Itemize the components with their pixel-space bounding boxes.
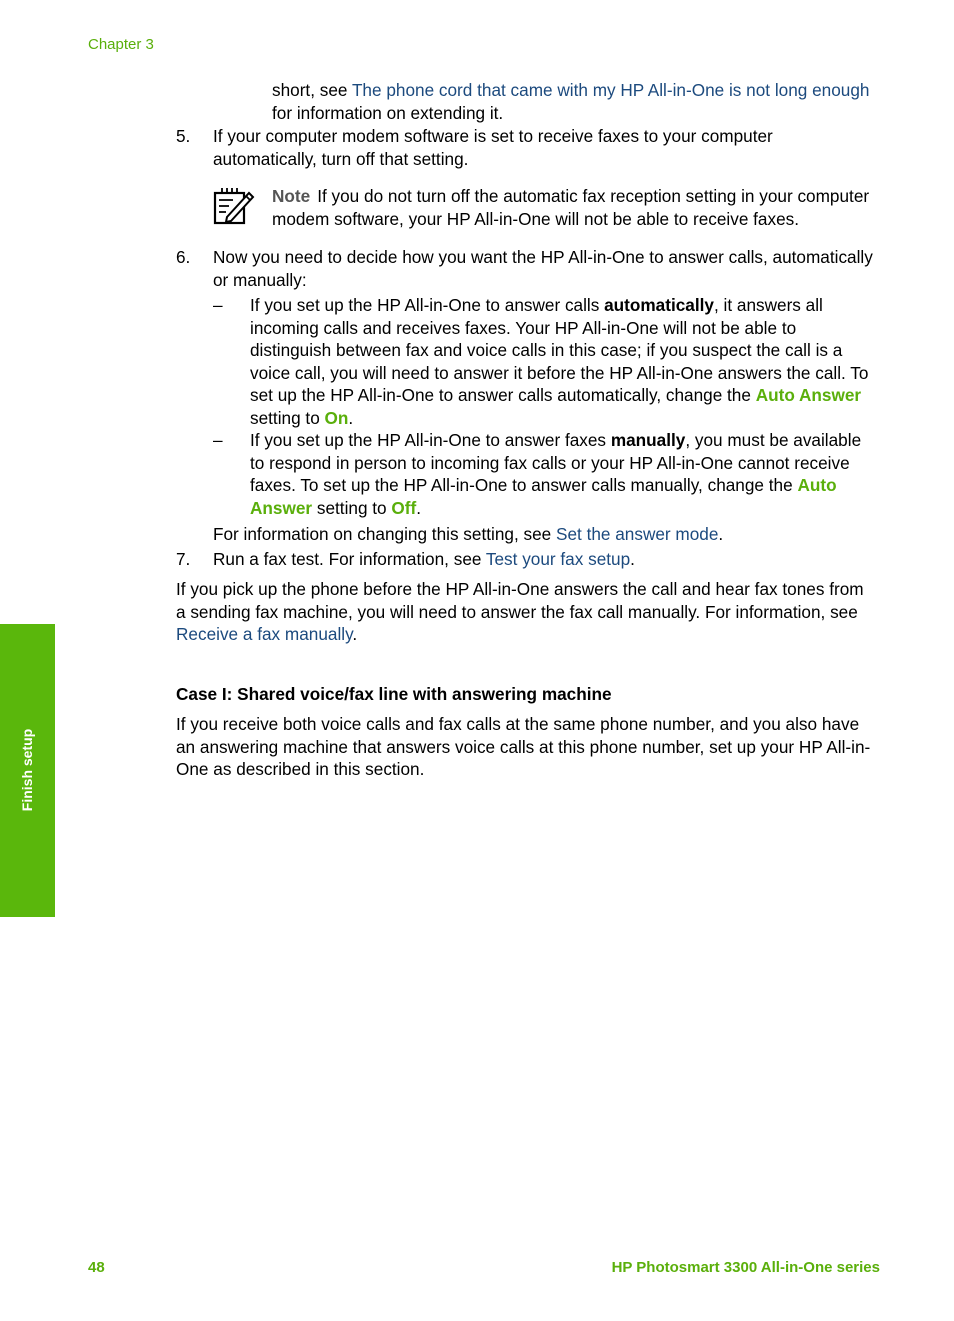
step-number: 5. xyxy=(176,126,191,146)
note-label: Note xyxy=(272,186,311,206)
bullet-manual: – If you set up the HP All-in-One to answer faxes manually, you must be available to respond in person to incoming fax calls or your HP All-in-One cannot receive faxes. To set up the HP All-in-One to answer calls manually, change the Auto Answer setting to Off. xyxy=(213,430,862,518)
step-number: 6. xyxy=(176,247,191,267)
section-text: If you receive both voice calls and fax calls at the same phone number, and you also have an answering machine that answers voice calls at this phone number, set up your HP All-in-One as described in this section. xyxy=(176,714,871,779)
step-5 xyxy=(176,125,876,230)
auto-answer-setting: Auto Answer xyxy=(250,475,837,518)
bold-manually: manually xyxy=(610,430,686,450)
answer-mode-info: For information on changing this setting, see Set the answer mode. xyxy=(213,524,724,544)
on-value: On xyxy=(324,407,349,428)
off-value: Off xyxy=(391,497,417,518)
side-tab-label: Finish setup xyxy=(19,728,35,812)
note-icon xyxy=(213,185,255,227)
page-content xyxy=(176,79,876,781)
bullet-automatic: – If you set up the HP All-in-One to answer calls automatically, it answers all incoming calls and receives faxes. Your HP All-in-One will not be able to distinguish between fax and voice calls in this case; if you suspect the call is a voice call, you will need to answer it before the HP All-in-One answers the call. To set up the HP All-in-One to answer calls automatically, change the Auto Answer setting to On. xyxy=(213,295,869,428)
step-6 xyxy=(176,246,876,546)
dash-marker: – xyxy=(213,430,223,450)
note-text: Note If you do not turn off the automatic fax reception setting in your computer modem software, your HP All-in-One will not be able to receive faxes. xyxy=(272,186,870,229)
note-block xyxy=(213,185,876,230)
continuation-text: short, see The phone cord that came with my HP All-in-One is not long enough for information on extending it. xyxy=(272,80,870,123)
step-5-text: If your computer modem software is set to receive faxes to your computer automatically, turn off that setting. xyxy=(213,126,773,169)
step-6-text: Now you need to decide how you want the HP All-in-One to answer calls, automatically or manually: xyxy=(213,247,873,290)
step-number: 7. xyxy=(176,548,191,569)
receive-fax-manually-link[interactable]: Receive a fax manually xyxy=(176,624,353,644)
page-number: 48 xyxy=(88,1259,105,1276)
product-name: HP Photosmart 3300 All-in-One series xyxy=(611,1259,880,1276)
pickup-paragraph: If you pick up the phone before the HP All-in-One answers the call and hear fax tones from a sending fax machine, you will need to answer the fax call manually. For information, see Receive a fax manually. xyxy=(176,579,864,644)
auto-answer-setting: Auto Answer xyxy=(755,385,862,405)
set-answer-mode-link[interactable]: Set the answer mode xyxy=(556,524,719,544)
chapter-header: Chapter 3 xyxy=(88,36,154,53)
dash-marker: – xyxy=(213,295,223,315)
test-fax-setup-link[interactable]: Test your fax setup xyxy=(485,548,631,569)
step-7: 7. Run a fax test. For information, see Test your fax setup. xyxy=(176,548,635,569)
phone-cord-link[interactable]: The phone cord that came with my HP All-in-One is not long enough xyxy=(351,80,870,100)
section-heading: Case I: Shared voice/fax line with answering machine xyxy=(176,683,612,704)
bold-automatically: automatically xyxy=(604,295,714,315)
